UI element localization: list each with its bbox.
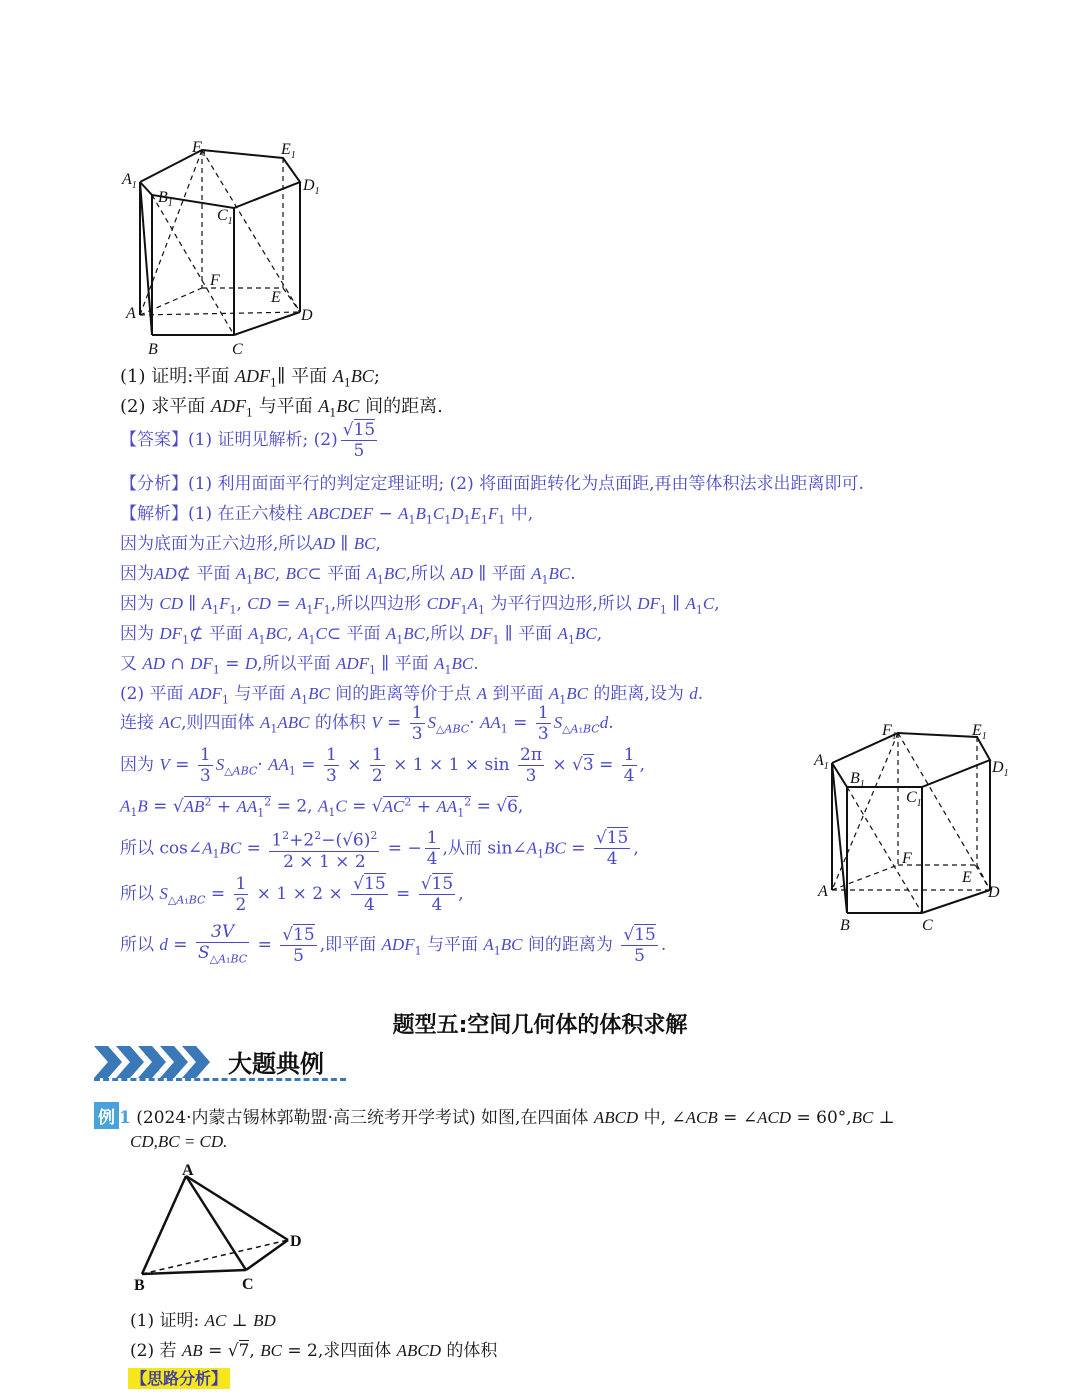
solution-line-7: (2) 平面 $ADF_1$ 与平面 $A_1BC$ 间的距离等价于点 A 到平面 $A_1BC$ 的距离,设为 d.: [120, 684, 704, 707]
solution-line-10: $A_1B = √AB^2 + AA_1^2 = 2$, $A_1C = √AC^2 + AA_1^2 = √6$,: [120, 795, 524, 820]
solution-line-12: 所以 $S_{\triangle A_1BC}$ = $\frac{1}{2}$ × 1 × 2 × $\frac{√15}{4}$ = $\frac{√15}{4}$ ,: [120, 874, 464, 915]
svg-text:D1: $D_1$: [992, 759, 1009, 779]
svg-text:E: E: [271, 289, 281, 306]
banner-underline: [94, 1078, 346, 1081]
chevron-banner-icon: [94, 1046, 214, 1078]
svg-text:A1: $A_1$: [814, 752, 829, 772]
answer-line: 【答案】(1) 证明见解析; (2) $\frac{√15}{5}$: [120, 420, 376, 461]
svg-text:D: D: [988, 884, 1000, 901]
analysis-line: 【分析】(1) 利用面面平行的判定定理证明; (2) 将面面距转化为点面距,再由等体积法求出距离即可.: [120, 474, 864, 494]
svg-text:D: D: [301, 307, 313, 324]
solution-line-2: 因为底面为正六边形,所以AD ∥ BC,: [120, 534, 381, 554]
solution-line-3: 因为AD⊄ 平面 $A_1BC$, BC⊂ 平面 $A_1BC$,所以 AD ∥ 平面 $A_1BC$.: [120, 564, 576, 587]
svg-text:A: A: [126, 305, 136, 322]
svg-text:F: F: [210, 272, 220, 289]
example-badge: 例: [94, 1102, 119, 1129]
svg-text:D: D: [290, 1233, 302, 1250]
section-title: 题型五:空间几何体的体积求解: [392, 1013, 688, 1038]
question-2: (2) 求平面 $ADF_1$ 与平面 $A_1BC$ 间的距离.: [120, 396, 443, 420]
example-line-1: 例 1 (2024·内蒙古锡林郭勒盟·高三统考开学考试) 如图,在四面体 ABCD 中, ∠ACB = ∠ACD = 60°,BC ⊥: [94, 1102, 895, 1129]
solution-line-11: 所以 $\cos\angle A_1BC$ = $\frac{1^2+2^2-(√6)^2}{2 \times 1 \times 2}$ = − $\frac{1}{4}$ ,从而 $\sin\angle A_1BC$ = $\frac{√15}{4}$ ,: [120, 826, 639, 872]
svg-text:C: C: [242, 1276, 254, 1292]
svg-text:E1: $E_1$: [281, 141, 296, 161]
solution-line-6: 又 AD ∩ $DF_1 = D$,所以平面 $ADF_1$ ∥ 平面 $A_1BC$.: [120, 654, 479, 677]
svg-text:C1: $C_1$: [906, 789, 922, 809]
solution-line-5: 因为 $DF_1⊄$ 平面 $A_1BC$, $A_1C\subset$ 平面 $A_1BC$,所以 $DF_1$ ∥ 平面 $A_1BC$,: [120, 624, 603, 647]
svg-text:F1: $F_1$: [192, 139, 207, 159]
svg-text:B1: $B_1$: [158, 189, 173, 209]
solution-line-13: 所以 d = $\frac{3V}{S_{\triangle A_1BC}}$ = $\frac{√15}{5}$ ,即平面 $ADF_1$ 与平面 $A_1BC$ 间的距离为 $\frac{√15}{5}$ .: [120, 922, 667, 967]
banner-title: 大题典例: [228, 1050, 324, 1078]
question-1: (1) 证明:平面 $ADF_1\parallel$ 平面 $A_1BC$;: [120, 366, 380, 390]
prism-figure-right: [812, 715, 1022, 937]
svg-text:F1: $F_1$: [882, 722, 897, 742]
svg-text:C: C: [232, 341, 243, 358]
svg-text:B: B: [148, 341, 158, 358]
svg-text:F: F: [902, 850, 912, 867]
svg-text:A: A: [818, 883, 828, 900]
svg-text:A1: $A_1$: [122, 171, 137, 191]
solution-line-9: 因为 V = $\frac{1}{3}$ $S_{\triangle ABC}\cdot AA_1$ = $\frac{1}{3}$ × $\frac{1}{2}$ × 1 × 1 × sin $\frac{2\pi}{3}$ × √3 = $\frac{1}{4}$ ,: [120, 745, 646, 786]
solution-line-4: 因为 CD ∥ $A_1F_1$, CD = $A_1F_1$,所以四边形 $CDF_1A_1$ 为平行四边形,所以 $DF_1$ ∥ $A_1C$,: [120, 594, 720, 617]
solution-line-8: 连接 AC,则四面体 $A_1ABC$ 的体积 V = $\frac{1}{3}$ $S_{\triangle ABC}\cdot AA_1$ = $\frac{1}{3}$ $S_{\triangle A_1BC}d$.: [120, 703, 614, 744]
example-line-2: CD,BC = CD.: [130, 1132, 228, 1151]
hint-label: 【思路分析】: [128, 1366, 230, 1389]
svg-text:D1: $D_1$: [303, 177, 320, 197]
svg-text:E1: $E_1$: [972, 722, 987, 742]
prism-figure-top: [118, 130, 338, 360]
svg-text:B1: $B_1$: [850, 770, 865, 790]
svg-text:C: C: [922, 917, 933, 934]
example-question-2: (2) 若 AB = √7, BC = 2,求四面体 ABCD 的体积: [130, 1341, 498, 1361]
example-question-1: (1) 证明: AC ⊥ BD: [130, 1311, 276, 1331]
svg-text:C1: $C_1$: [217, 207, 233, 227]
svg-text:E: E: [962, 869, 972, 886]
svg-text:B: B: [134, 1277, 145, 1292]
svg-text:B: B: [840, 917, 850, 934]
tetrahedron-figure: [130, 1162, 310, 1292]
solution-line-1: 【解析】(1) 在正六棱柱 ABCDEF − $A_1B_1C_1D_1E_1F_1$ 中,: [120, 504, 534, 527]
svg-text:A: A: [182, 1162, 194, 1179]
